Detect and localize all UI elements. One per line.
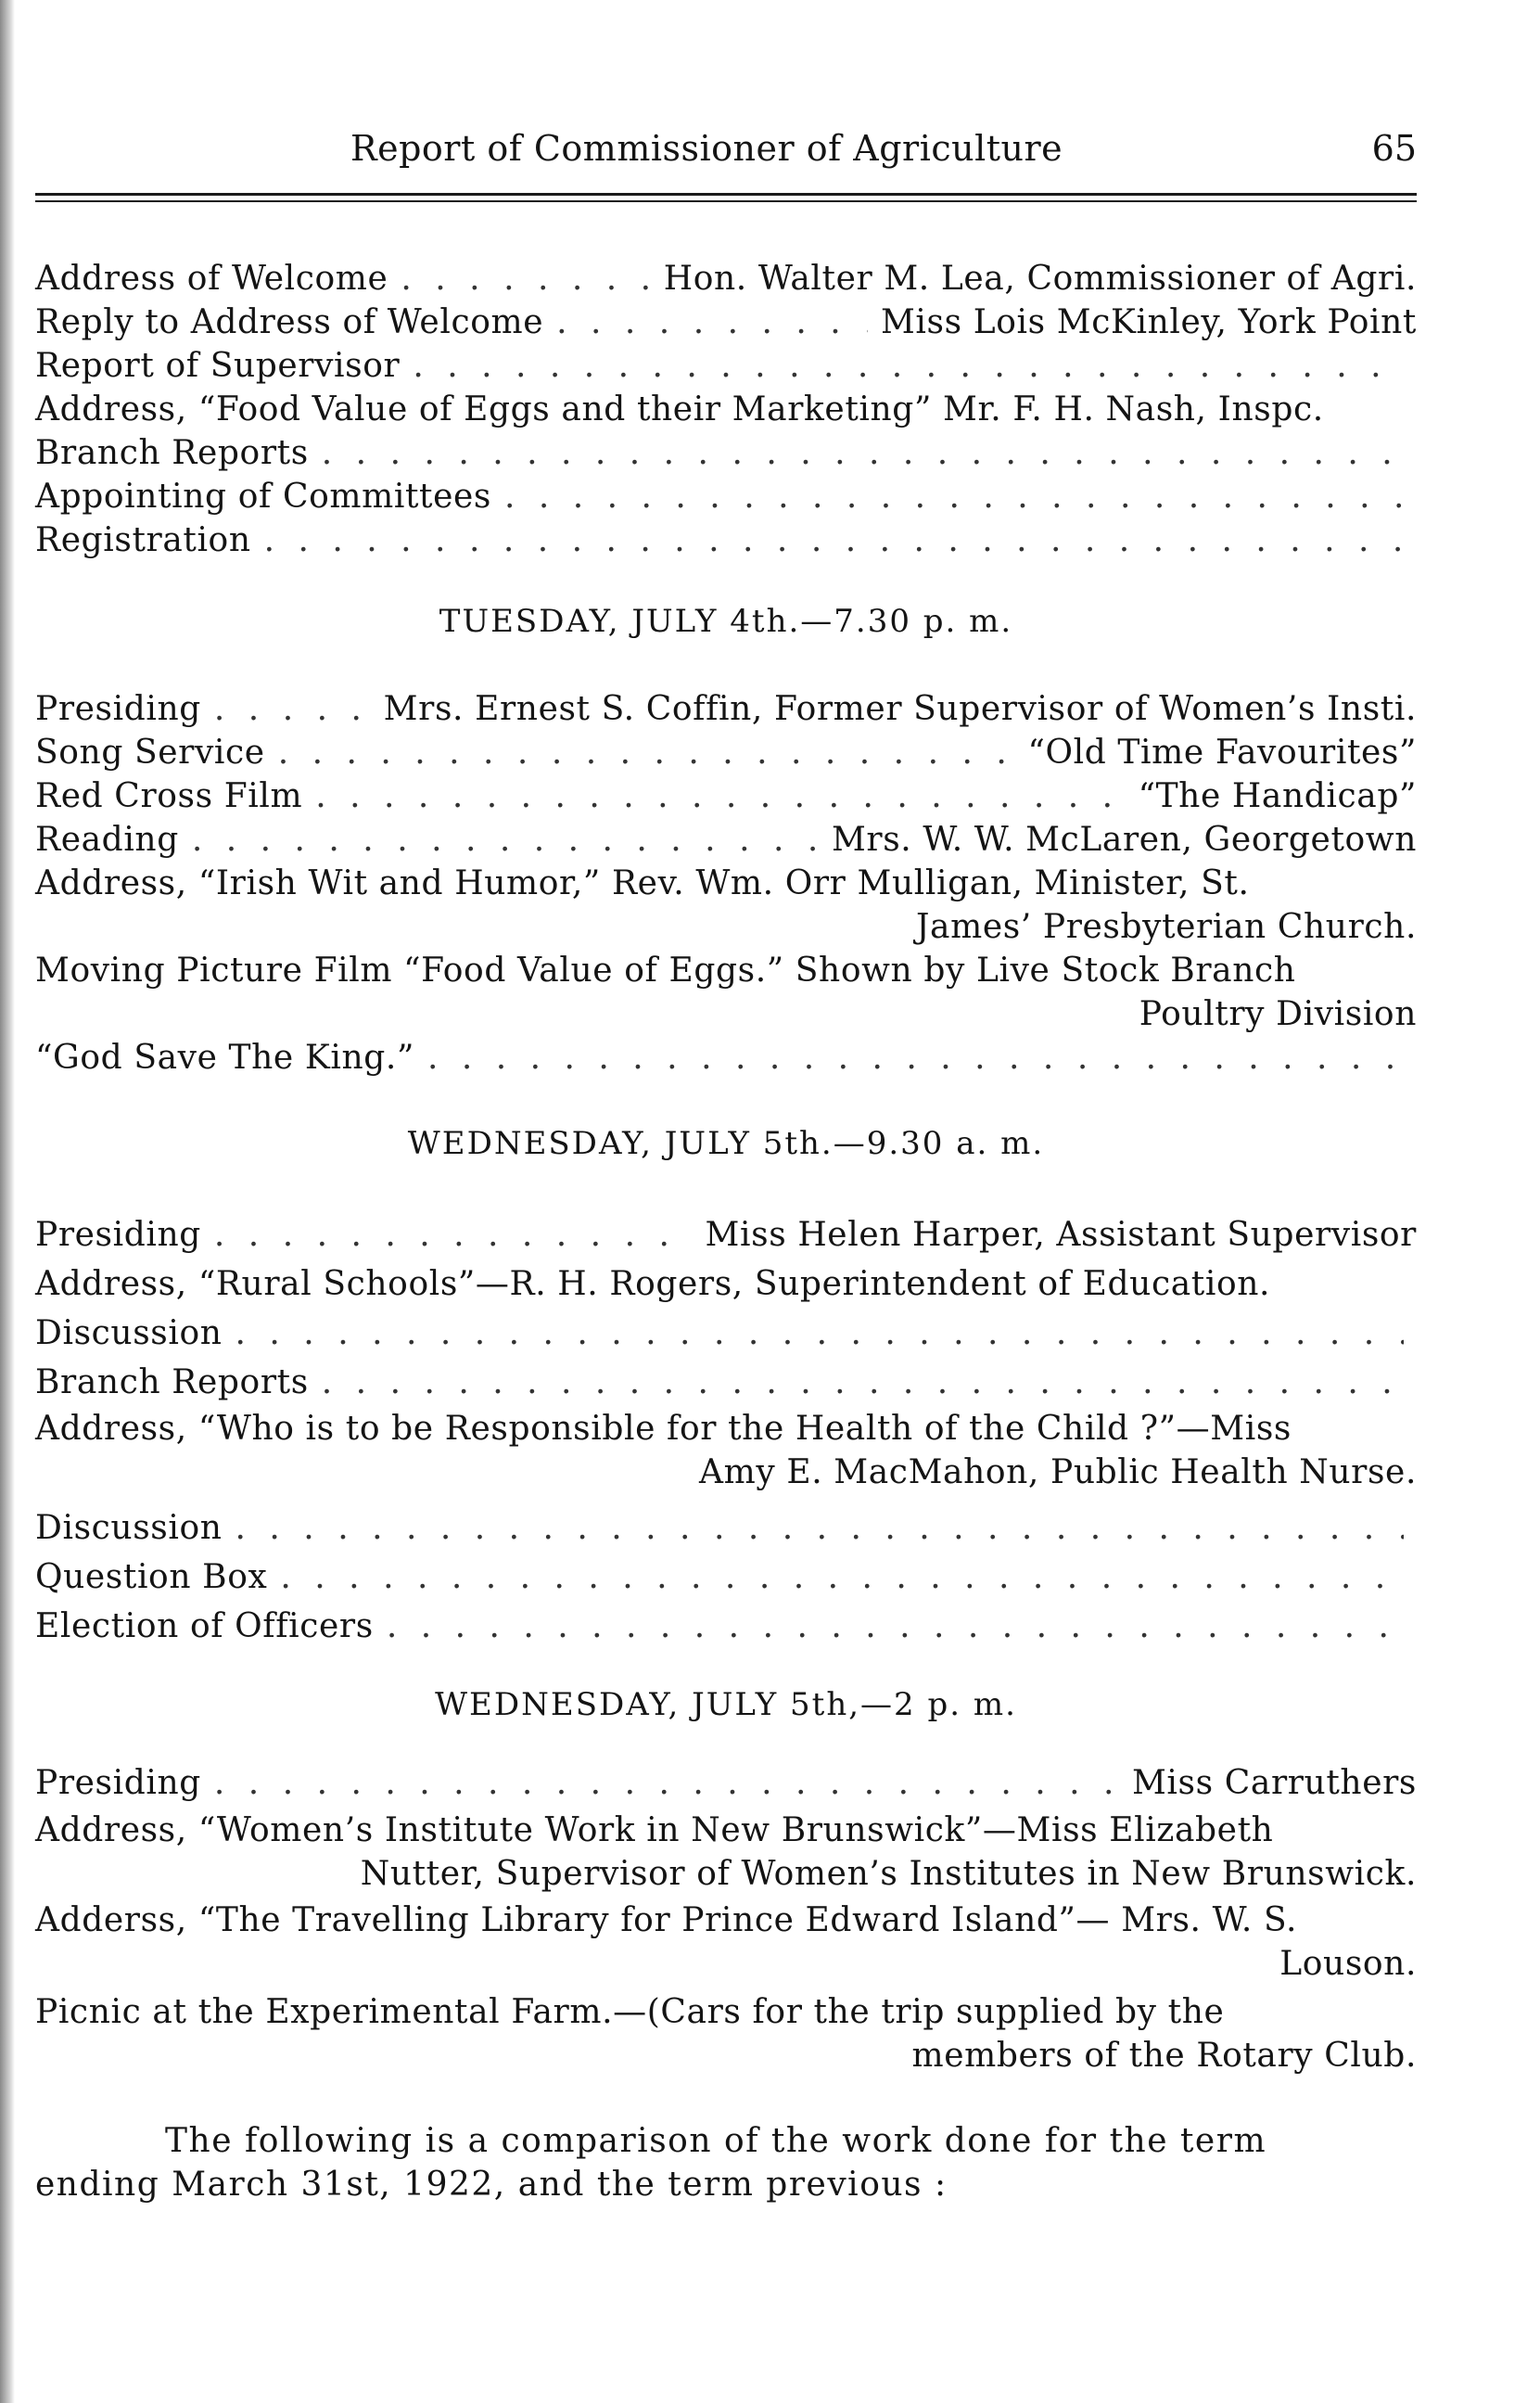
program-item: Address of Welcome . . . Hon. Walter M. Lea, Commissioner of Agri. (35, 257, 1417, 300)
closing-line-1: The following is a comparison of the work done for the term (165, 2122, 1267, 2160)
book-spine-shadow (0, 0, 15, 2403)
section-heading-tuesday: TUESDAY, JULY 4th.—7.30 p. m. (439, 603, 1013, 640)
header-rule (35, 193, 1417, 196)
program-item: Presiding . . . Miss Helen Harper, Assistant Supervisor (35, 1210, 1417, 1259)
document-page (35, 0, 1417, 2403)
page-number: 65 (1371, 128, 1417, 169)
program-item: Report of Supervisor . . . (35, 344, 1417, 388)
program-item: Branch Reports . . . (35, 1358, 1417, 1407)
running-title: Report of Commissioner of Agriculture (350, 128, 1063, 169)
program-item: Reading . . . Mrs. W. W. McLaren, Georgetown (35, 818, 1417, 862)
closing-line-2: ending March 31st, 1922, and the term previous : (35, 2166, 948, 2204)
program-item: Moving Picture Film “Food Value of Eggs.” Shown by Live Stock Branch (35, 952, 1296, 990)
program-item-continuation: members of the Rotary Club. (911, 2037, 1417, 2075)
closing-paragraph (35, 2119, 1417, 2206)
program-item-continuation: Nutter, Supervisor of Women’s Institutes in New Brunswick. (360, 1855, 1417, 1893)
tuesday-session (35, 687, 1417, 1080)
program-item: Picnic at the Experimental Farm.—(Cars for the trip supplied by the (35, 1993, 1225, 2031)
program-item: Registration . . . (35, 518, 1417, 562)
program-item: Discussion . . . (35, 1503, 1417, 1553)
program-item: Song Service . . . “Old Time Favourites” (35, 731, 1417, 774)
program-item: Discussion . . . (35, 1309, 1417, 1358)
wednesday-pm-session (35, 1758, 1417, 2077)
program-item: “God Save The King.” . . . (35, 1036, 1417, 1080)
program-item: Address, “Women’s Institute Work in New Brunswick”—Miss Elizabeth (35, 1811, 1274, 1849)
program-item: Address, “Who is to be Responsible for the Health of the Child ?”—Miss (35, 1410, 1292, 1448)
program-item-continuation: James’ Presbyterian Church. (916, 908, 1417, 946)
morning-session (35, 257, 1417, 562)
header-rule-thin (35, 200, 1417, 202)
program-item: Reply to Address of Welcome . . . Miss Lois McKinley, York Point (35, 300, 1417, 344)
section-heading-wednesday-am: WEDNESDAY, JULY 5th.—9.30 a. m. (407, 1125, 1045, 1162)
page-header (35, 128, 1417, 178)
program-item: Appointing of Committees . . . (35, 475, 1417, 518)
program-item: Question Box . . . (35, 1553, 1417, 1602)
program-item: Presiding . . . Miss Carruthers (35, 1758, 1417, 1809)
program-item: Address, “Rural Schools”—R. H. Rogers, Superintendent of Education. (35, 1265, 1271, 1303)
program-item: Red Cross Film . . . “The Handicap” (35, 774, 1417, 818)
program-item: Branch Reports . . . (35, 431, 1417, 475)
program-item-continuation: Louson. (1279, 1945, 1417, 1983)
program-item: Address, “Food Value of Eggs and their Marketing” Mr. F. H. Nash, Inspc. (35, 390, 1324, 428)
program-item: Election of Officers . . . (35, 1602, 1417, 1651)
program-item-continuation: Poultry Division (1139, 995, 1417, 1033)
program-item-continuation: Amy E. MacMahon, Public Health Nurse. (699, 1453, 1417, 1491)
wednesday-am-session (35, 1210, 1417, 1651)
program-item: Presiding . . . Mrs. Ernest S. Coffin, Former Supervisor of Women’s Insti. (35, 687, 1417, 731)
program-item: Adderss, “The Travelling Library for Prince Edward Island”— Mrs. W. S. (35, 1901, 1298, 1939)
section-heading-wednesday-pm: WEDNESDAY, JULY 5th,—2 p. m. (435, 1686, 1017, 1723)
program-item: Address, “Irish Wit and Humor,” Rev. Wm. Orr Mulligan, Minister, St. (35, 864, 1250, 902)
